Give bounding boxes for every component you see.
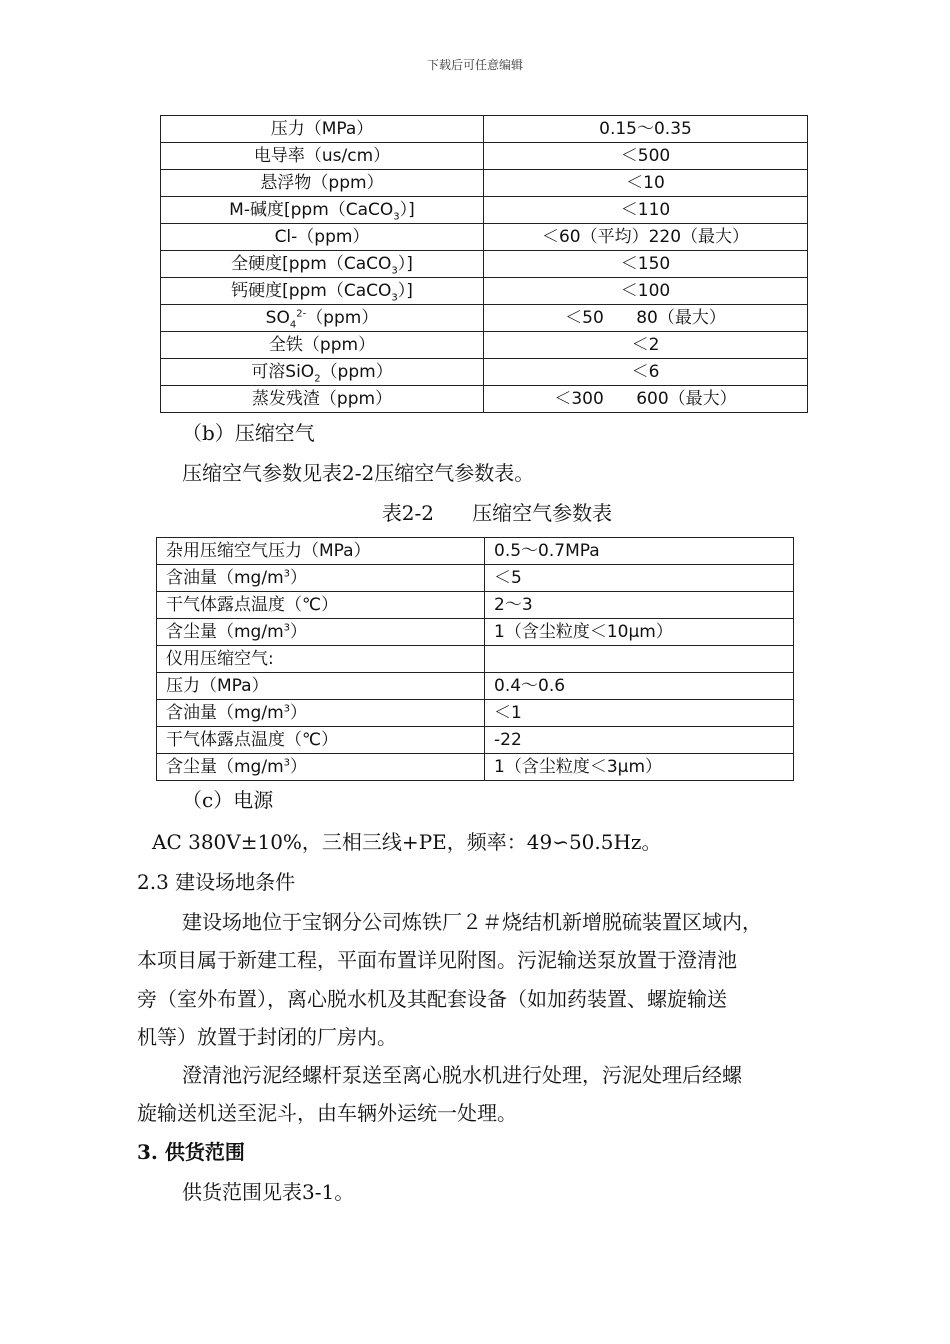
- paragraph-line: 旁（室外布置），离心脱水机及其配套设备（如加药装置、螺旋输送: [137, 987, 727, 1011]
- table-row: [161, 170, 808, 197]
- value-cell: 1（含尘粒度＜10μm）: [485, 619, 794, 646]
- table-row: [157, 538, 794, 565]
- param-cell: 压力（MPa）: [157, 673, 485, 700]
- table-row: [161, 386, 808, 413]
- paragraph-line: 澄清池污泥经螺杆泵送至离心脱水机进行处理，污泥处理后经螺: [182, 1063, 742, 1087]
- section-c-heading: （c）电源: [182, 788, 274, 812]
- value-cell: -22: [485, 727, 794, 754]
- table-row: [161, 116, 808, 143]
- value-cell: ＜1: [485, 700, 794, 727]
- param-cell: 可溶SiO$_2$（ppm）: [161, 359, 484, 386]
- section-heading: 3. 供货范围: [137, 1140, 245, 1164]
- table-row: [157, 646, 794, 673]
- param-cell: 干气体露点温度（℃）: [157, 727, 485, 754]
- param-cell: 压力（MPa）: [161, 116, 484, 143]
- param-cell: 全硬度[ppm（CaCO$_3$）]: [161, 251, 484, 278]
- table-row: [157, 592, 794, 619]
- table-row: [161, 197, 808, 224]
- param-cell: 含油量$(mg/m^3)$: [157, 565, 485, 592]
- table-row: [161, 278, 808, 305]
- page-header: 下载后可任意编辑: [426, 58, 523, 72]
- paragraph-line: 建设场地位于宝钢分公司炼铁厂２＃烧结机新增脱硫装置区域内，: [182, 910, 762, 934]
- table-row: [157, 727, 794, 754]
- table-row: [161, 359, 808, 386]
- param-cell: M-碱度[ppm（CaCO$_3$）]: [161, 197, 484, 224]
- value-cell: ＜500: [484, 143, 808, 170]
- section-b-heading: （b）压缩空气: [182, 421, 315, 445]
- paragraph-line: 旋输送机送至泥斗，由车辆外运统一处理。: [137, 1101, 517, 1125]
- param-cell: $SO_4^{2-}(ppm)$: [161, 305, 484, 332]
- water-quality-table: [160, 115, 808, 413]
- param-cell: 杂用压缩空气压力（MPa）: [157, 538, 485, 565]
- compressed-air-table: [156, 537, 794, 781]
- value-cell: ＜100: [484, 278, 808, 305]
- value-cell: 2～3: [485, 592, 794, 619]
- value-cell: ＜50 80（最大）: [484, 305, 808, 332]
- table-caption: 表2-2 压缩空气参数表: [381, 501, 613, 525]
- paragraph-line: 本项目属于新建工程，平面布置详见附图。污泥输送泵放置于澄清池: [137, 948, 737, 972]
- value-cell: ＜150: [484, 251, 808, 278]
- section-heading: 2.3 建设场地条件: [137, 870, 296, 894]
- param-cell: 悬浮物（ppm）: [161, 170, 484, 197]
- table-row: [157, 619, 794, 646]
- table-row: [161, 332, 808, 359]
- table-row: [157, 673, 794, 700]
- value-cell: ＜10: [484, 170, 808, 197]
- param-cell: 仪用压缩空气:: [157, 646, 485, 673]
- value-cell: 1（含尘粒度＜3μm）: [485, 754, 794, 781]
- table-row: [157, 754, 794, 781]
- paragraph: 压缩空气参数见表2-2压缩空气参数表。: [182, 461, 535, 485]
- value-cell: ＜300 600（最大）: [484, 386, 808, 413]
- value-cell: ＜60（平均）220（最大）: [484, 224, 808, 251]
- table-row: [157, 565, 794, 592]
- param-cell: 蒸发残渣（ppm）: [161, 386, 484, 413]
- param-cell: 钙硬度[ppm（CaCO$_3$）]: [161, 278, 484, 305]
- param-cell: 含尘量$(mg/m^3)$: [157, 754, 485, 781]
- param-cell: 电导率（us/cm）: [161, 143, 484, 170]
- value-cell: ＜110: [484, 197, 808, 224]
- paragraph: 供货范围见表3-1。: [182, 1180, 355, 1204]
- paragraph: AC 380V±10%，三相三线+PE，频率：49∽50.5Hz。: [152, 830, 662, 854]
- table-row: [157, 700, 794, 727]
- param-cell: Cl-（ppm）: [161, 224, 484, 251]
- table-row: [161, 305, 808, 332]
- value-cell: 0.15～0.35: [484, 116, 808, 143]
- param-cell: 干气体露点温度（℃）: [157, 592, 485, 619]
- value-cell: ＜6: [484, 359, 808, 386]
- value-cell: 0.5～0.7MPa: [485, 538, 794, 565]
- table-row: [161, 143, 808, 170]
- param-cell: 含油量$(mg/m^3)$: [157, 700, 485, 727]
- param-cell: 含尘量$(mg/m^3)$: [157, 619, 485, 646]
- table-row: [161, 224, 808, 251]
- table-row: [161, 251, 808, 278]
- value-cell: ＜5: [485, 565, 794, 592]
- paragraph-line: 机等）放置于封闭的厂房内。: [137, 1025, 397, 1049]
- value-cell: 0.4～0.6: [485, 673, 794, 700]
- value-cell: ＜2: [484, 332, 808, 359]
- value-cell: [485, 646, 794, 673]
- param-cell: 全铁（ppm）: [161, 332, 484, 359]
